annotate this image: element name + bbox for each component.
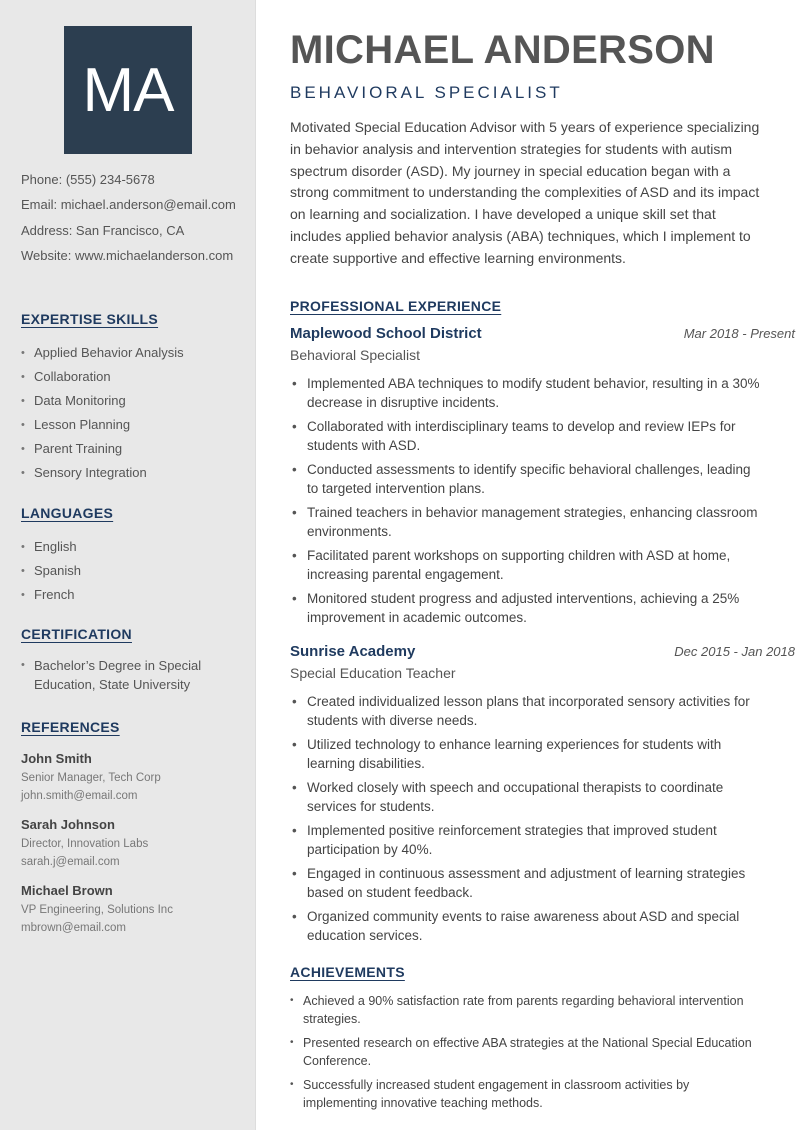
reference-entry <box>21 749 246 805</box>
sidebar <box>0 0 256 1130</box>
job-bullet: • Implemented positive reinforcement strategies that improved student participation by 40%. <box>290 821 760 860</box>
contact-info <box>21 170 236 271</box>
job-bullet: • Engaged in continuous assessment and adjustment of learning strategies based on student feedback. <box>290 864 760 903</box>
reference-email: mbrown@email.com <box>21 922 126 934</box>
reference-title: Director, Innovation Labs <box>21 838 149 850</box>
languages-section <box>21 505 246 607</box>
main-content <box>290 28 795 1118</box>
reference-email: sarah.j@email.com <box>21 856 120 868</box>
job-entry <box>290 642 795 946</box>
job-entry <box>290 324 795 628</box>
reference-name: Sarah Johnson <box>21 817 115 832</box>
job-header <box>290 324 795 344</box>
achievement-item: • Achieved a 90% satisfaction rate from parents regarding behavioral intervention strategies. <box>290 992 760 1029</box>
reference-name: Michael Brown <box>21 883 113 898</box>
skills-heading: EXPERTISE SKILLS <box>21 311 159 327</box>
language-item: • French <box>21 583 246 607</box>
achievement-item: • Successfully increased student engagement in classroom activities by implementing innovative teaching methods. <box>290 1076 760 1113</box>
reference-entry <box>21 881 246 937</box>
job-bullet: • Trained teachers in behavior management strategies, enhancing classroom environments. <box>290 503 760 542</box>
job-role: Special Education Teacher <box>290 664 456 681</box>
references-heading: REFERENCES <box>21 719 120 735</box>
reference-title: VP Engineering, Solutions Inc <box>21 904 173 916</box>
job-bullet: • Created individualized lesson plans that incorporated sensory activities for students with diverse needs. <box>290 692 760 731</box>
achievements-heading: ACHIEVEMENTS <box>290 963 405 980</box>
job-company: Sunrise Academy <box>290 642 416 660</box>
job-bullet: • Organized community events to raise awareness about ASD and special education services. <box>290 907 760 946</box>
certification-section <box>21 626 246 694</box>
skills-section <box>21 311 246 485</box>
candidate-name: MICHAEL ANDERSON <box>290 28 715 72</box>
job-company: Maplewood School District <box>290 324 482 342</box>
job-bullet: • Monitored student progress and adjusted interventions, achieving a 25% improvement in academic outcomes. <box>290 589 760 628</box>
experience-heading: PROFESSIONAL EXPERIENCE <box>290 297 502 314</box>
skill-item: • Applied Behavior Analysis <box>21 341 246 365</box>
language-item: • Spanish <box>21 559 246 583</box>
job-bullet: • Worked closely with speech and occupational therapists to coordinate services for students. <box>290 778 760 817</box>
contact-address: Address: San Francisco, CA <box>21 222 185 238</box>
job-role: Behavioral Specialist <box>290 346 420 363</box>
reference-name: John Smith <box>21 751 92 766</box>
initials-avatar: MA <box>64 26 192 154</box>
certification-heading: CERTIFICATION <box>21 626 132 642</box>
job-dates: Mar 2018 - Present <box>683 325 795 341</box>
certification-item: • Bachelor’s Degree in Special Education, State University <box>21 656 211 694</box>
skill-item: • Collaboration <box>21 365 246 389</box>
contact-website: Website: www.michaelanderson.com <box>21 247 234 263</box>
job-bullet: • Conducted assessments to identify specific behavioral challenges, leading to targeted intervention plans. <box>290 460 760 499</box>
candidate-title: BEHAVIORAL SPECIALIST <box>290 83 563 102</box>
job-bullet: • Collaborated with interdisciplinary teams to develop and review IEPs for students with ASD. <box>290 417 760 456</box>
contact-email: Email: michael.anderson@email.com <box>21 197 236 213</box>
achievement-item: • Presented research on effective ABA strategies at the National Special Education Conference. <box>290 1034 760 1071</box>
job-bullet: • Facilitated parent workshops on supporting children with ASD at home, increasing parental engagement. <box>290 546 760 585</box>
skill-item: • Data Monitoring <box>21 389 246 413</box>
contact-phone: Phone: (555) 234-5678 <box>21 172 155 187</box>
job-header <box>290 642 795 662</box>
job-bullet: • Utilized technology to enhance learning experiences for students with learning disabilities. <box>290 735 760 774</box>
languages-heading: LANGUAGES <box>21 505 114 521</box>
summary: Motivated Special Education Advisor with 5 years of experience specializing in behavior analysis and intervention strategies for students with autism spectrum disorder (ASD). My journey in special education began with a strong commitment to understanding the complexities of ASD and its impact on learning and socialization. I have developed a unique skill set that includes applied behavior analysis (ABA) techniques, which I implement to create supportive and effective learning environments. <box>290 119 760 266</box>
skill-item: • Sensory Integration <box>21 461 246 485</box>
reference-email: john.smith@email.com <box>21 790 138 802</box>
skill-item: • Lesson Planning <box>21 413 246 437</box>
reference-title: Senior Manager, Tech Corp <box>21 772 161 784</box>
language-item: • English <box>21 535 246 559</box>
job-bullet: • Implemented ABA techniques to modify student behavior, resulting in a 30% decrease in disruptive incidents. <box>290 374 760 413</box>
skill-item: • Parent Training <box>21 437 246 461</box>
references-section <box>21 719 246 937</box>
reference-entry <box>21 815 246 871</box>
job-dates: Dec 2015 - Jan 2018 <box>674 643 795 659</box>
